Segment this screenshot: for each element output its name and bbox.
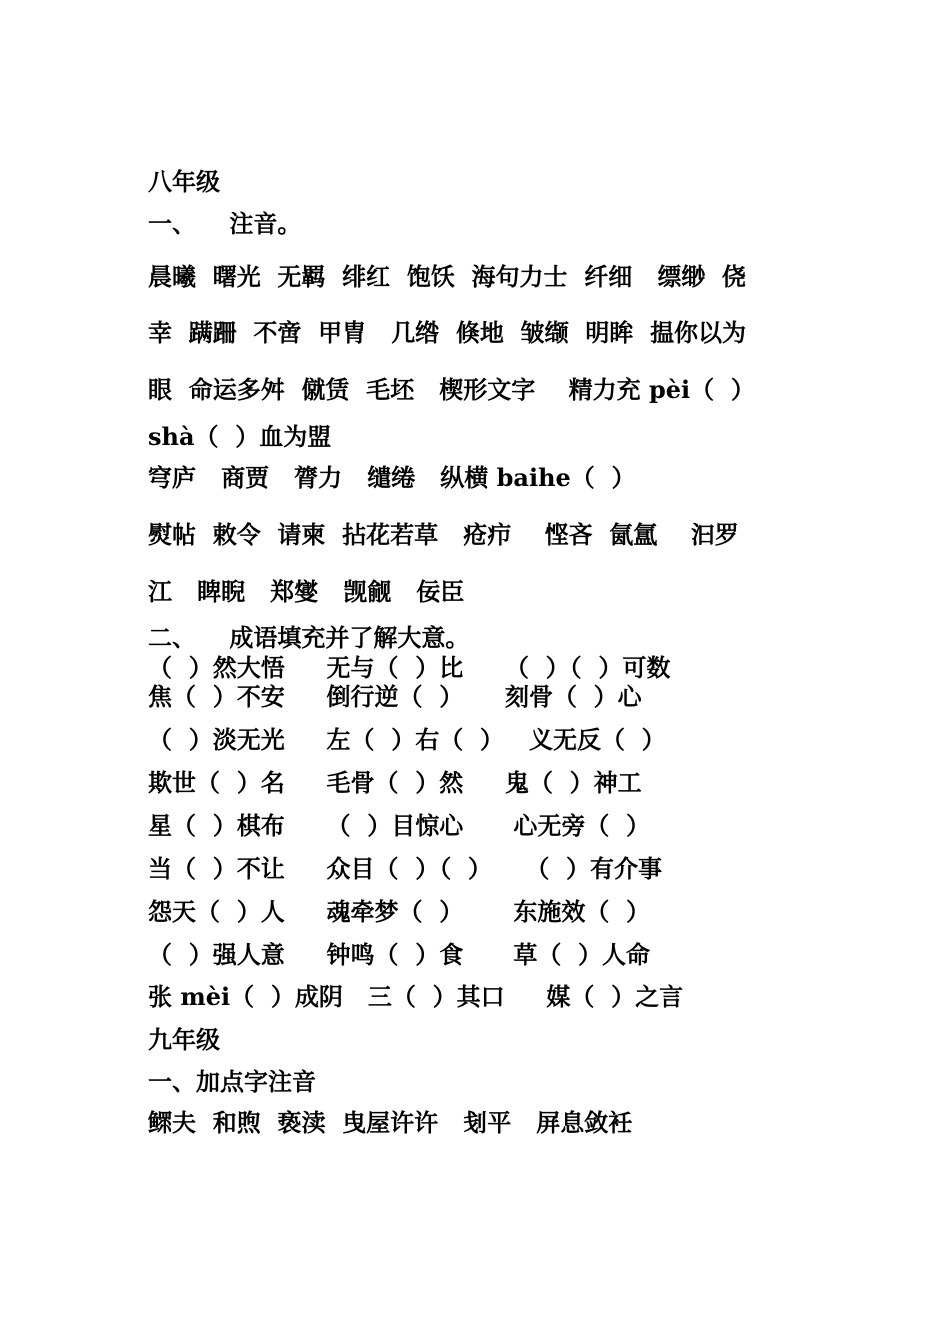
idiom-line: （ ）淡无光 左（ ）右（ ） 义无反（ ） [148,725,666,754]
pinyin-line: 穹庐 商贾 膂力 缱绻 纵横 baihe（ ） [148,463,636,492]
pinyin-line: 晨曦 曙光 无羁 绯红 饱饫 海句力士 纤细 缥缈 侥 [148,262,747,291]
pinyin-line: 幸 蹒跚 不啻 甲胄 几绺 倏地 皱缬 明眸 揾你以为 [148,318,747,347]
worksheet-page [148,0,828,1342]
pinyin-line: 眼 命运多舛 僦赁 毛坯 楔形文字 精力充 pèi（ ） [148,375,755,404]
grade8-title: 八年级 [148,167,220,196]
pinyin-line: 江 睥睨 郑燮 觊觎 佞臣 [148,577,465,606]
section2-title: 二、 成语填充并了解大意。 [148,623,470,652]
idiom-line: 欺世（ ）名 毛骨（ ）然 鬼（ ）神工 [148,768,642,797]
idiom-line: （ ）然大悟 无与（ ）比 （ ）（ ）可数 [148,653,671,682]
idiom-line: 张 mèi（ ）成阴 三（ ）其口 媒（ ）之言 [148,982,684,1011]
idiom-line: 怨天（ ）人 魂牵梦（ ） 东施效（ ） [148,897,651,926]
section1-title: 一、 注音。 [148,209,302,238]
idiom-line: （ ）强人意 钟鸣（ ）食 草（ ）人命 [148,940,651,969]
pinyin-line: 熨帖 敕令 请柬 拈花若草 疮疖 悭吝 氤氲 汩罗 [148,520,739,549]
section3-title: 一、加点字注音 [148,1067,316,1096]
pinyin-line: shà（ ）血为盟 [148,422,332,451]
idiom-line: 星（ ）棋布 （ ）目惊心 心无旁（ ） [148,811,651,840]
idiom-line: 焦（ ）不安 倒行逆（ ） 刻骨（ ）心 [148,682,642,711]
grade9-title: 九年级 [148,1025,220,1054]
idiom-line: 当（ ）不让 众目（ ）（ ） （ ）有介事 [148,854,663,883]
pinyin-line: 鳏夫 和煦 亵渎 曳屋许许 刬平 屏息敛衽 [148,1108,633,1137]
